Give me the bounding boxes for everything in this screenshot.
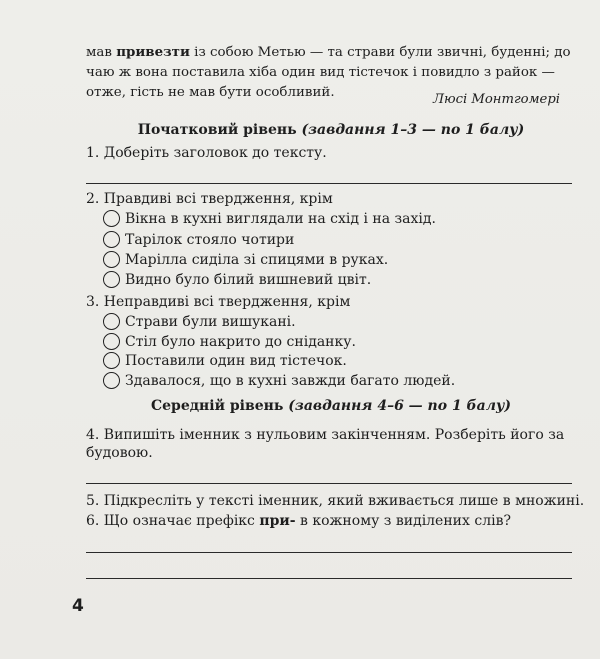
radio-circle-icon[interactable]: [103, 372, 120, 389]
question-2: 2. Правдиві всі твердження, крім: [86, 191, 333, 207]
intro-bold-word: привезти: [116, 44, 190, 60]
q3-option-3-label: Поставили один вид тістечок.: [125, 352, 347, 369]
q3-option-1-label: Страви були вишукані.: [125, 313, 296, 330]
radio-circle-icon[interactable]: [103, 231, 120, 248]
question-5: 5. Підкресліть у тексті іменник, який вживається лише в множині.: [86, 493, 585, 509]
q2-option-3[interactable]: [103, 251, 388, 268]
intro-line2: чаю ж вона поставила хіба один вид тістечок і повидло з райок —: [86, 65, 555, 80]
level2-note: (завдання 4–6 — по 1 балу): [288, 398, 511, 414]
q3-option-2[interactable]: [103, 333, 356, 350]
radio-circle-icon[interactable]: [103, 251, 120, 268]
author: Люсі Монтгомері: [432, 92, 560, 107]
question-6: [86, 513, 511, 529]
level1-title: Початковий рівень: [137, 122, 297, 138]
q6-prefix: при-: [259, 513, 296, 529]
level1-note: (завдання 1–3 — по 1 балу): [301, 122, 525, 138]
q3-option-4-label: Здавалося, що в кухні завжди багато людей.: [125, 372, 456, 389]
radio-circle-icon[interactable]: [103, 210, 120, 227]
answer-line-6b[interactable]: [86, 578, 572, 579]
intro-line3: отже, гість не мав бути особливий.: [86, 85, 335, 100]
question-4-line2: будовою.: [86, 445, 153, 461]
level1-heading: [86, 122, 576, 138]
question-3: 3. Неправдиві всі твердження, крім: [86, 294, 351, 310]
intro-line1-pre: мав: [86, 45, 117, 60]
level2-title: Середній рівень: [150, 398, 284, 414]
q2-option-2-label: Тарілок стояло чотири: [125, 231, 295, 248]
answer-line-1[interactable]: [86, 183, 572, 184]
answer-line-4[interactable]: [86, 483, 572, 484]
radio-circle-icon[interactable]: [103, 352, 120, 369]
level2-heading: [86, 398, 576, 414]
q3-option-4[interactable]: [103, 372, 455, 389]
question-4-line1: 4. Випишіть іменник з нульовим закінченням. Розберіть його за: [86, 427, 565, 443]
q2-option-2[interactable]: [103, 231, 294, 248]
q2-option-1-label: Вікна в кухні виглядали на схід і на захід.: [125, 210, 436, 227]
radio-circle-icon[interactable]: [103, 313, 120, 330]
page-number: 4: [72, 596, 84, 616]
question-1: 1. Доберіть заголовок до тексту.: [86, 145, 327, 161]
q3-option-3[interactable]: [103, 352, 347, 369]
q2-option-3-label: Марілла сиділа зі спицями в руках.: [125, 251, 389, 268]
radio-circle-icon[interactable]: [103, 271, 120, 288]
q6-pre: 6. Що означає префікс: [86, 513, 260, 529]
q6-post: в кожному з виділених слів?: [295, 513, 511, 529]
radio-circle-icon[interactable]: [103, 333, 120, 350]
q2-option-1[interactable]: [103, 210, 436, 227]
q3-option-2-label: Стіл було накрито до сніданку.: [125, 333, 356, 350]
q2-option-4-label: Видно було білий вишневий цвіт.: [125, 271, 372, 288]
q3-option-1[interactable]: [103, 313, 296, 330]
answer-line-6a[interactable]: [86, 552, 572, 553]
q2-option-4[interactable]: [103, 271, 371, 288]
intro-line1-post: із собою Метью — та страви були звичні, буденні; до: [189, 45, 571, 60]
